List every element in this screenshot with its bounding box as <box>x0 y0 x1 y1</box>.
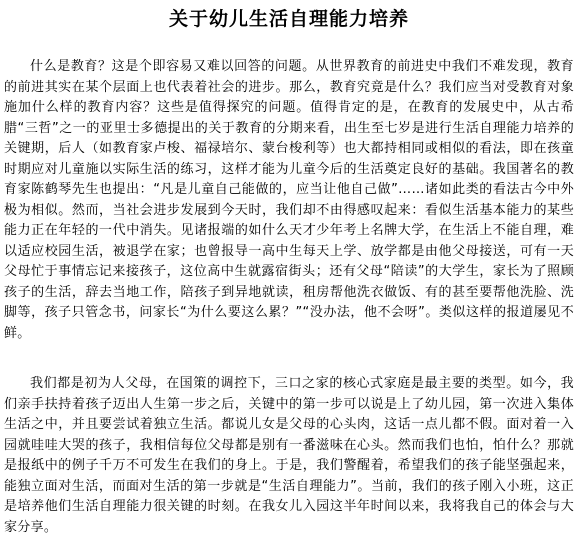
paragraph-1: 什么是教育？这是个即容易又难以回答的问题。从世界教育的前进史中我们不难发现，教育的前进其实在某个层面上也代表着社会的进步。那么，教育究竟是什么？我们应当对受教育对象施加什么样的教育内容？这些是值得探究的问题。值得肯定的是，在教育的发展史中，从古希腊“三哲”之一的亚里士多德提出的关于教育的分期来看，出生至七岁是进行生活自理能力培养的关键期，后人（如教育家卢梭、福禄培尔、蒙台梭利等）也大都持相同或相似的看法，即在孩童时期应对儿童施以实际生活的练习，这样才能为儿童今后的生活奠定良好的基础。我国著名的教育家陈鹤琴先生也提出：“凡是儿童自己能做的，应当让他自己做”……诸如此类的看法古今中外极为相似。然而，当社会进步发展到今天时，我们却不由得感叹起来：看似生活基本能力的某些能力正在年轻的一代中消失。见诸报端的如什么天才少年考上名牌大学，在生活上不能自理，难以适应校园生活，被退学在家；也曾报导一高中生每天上学、放学都是由他父母接送，可有一天父母忙于事情忘记来接孩子，这位高中生就露宿街头；还有父母“陪读”的大学生，家长为了照顾孩子的生活，辞去当地工作，陪孩子到异地就读，租房帮他洗衣做饭、有的甚至要帮他洗脸、洗脚等，孩子只管念书，问家长“为什么要这么累？”“没办法，他不会呀”。类似这样的报道屡见不鲜。 <box>4 59 574 341</box>
paragraph-2: 我们都是初为人父母，在国策的调控下，三口之家的核心式家庭是最主要的类型。如今，我们亲手扶持着孩子迈出人生第一步之后，关键中的第一步可以说是上了幼儿园，第一次进入集体生活之中，并且要尝试着独立生活。都说儿女是父母的心头肉，这话一点儿都不假。面对着一入园就哇哇大哭的孩子，我相信每位父母都是别有一番滋味在心头。然而我们也怕，怕什么？那就是报纸中的例子千万不可发生在我们的身上。于是，我们警醒着，希望我们的孩子能坚强起来，能独立面对生活，而面对生活的第一步就是“生活自理能力”。当前，我们的孩子刚入小班，这正是培养他们生活自理能力很关键的时刻。在我女儿入园这半年时间以来，我将我自己的体会与大家分享。 <box>4 376 574 535</box>
article-title: 关于幼儿生活自理能力培养 <box>168 8 409 30</box>
